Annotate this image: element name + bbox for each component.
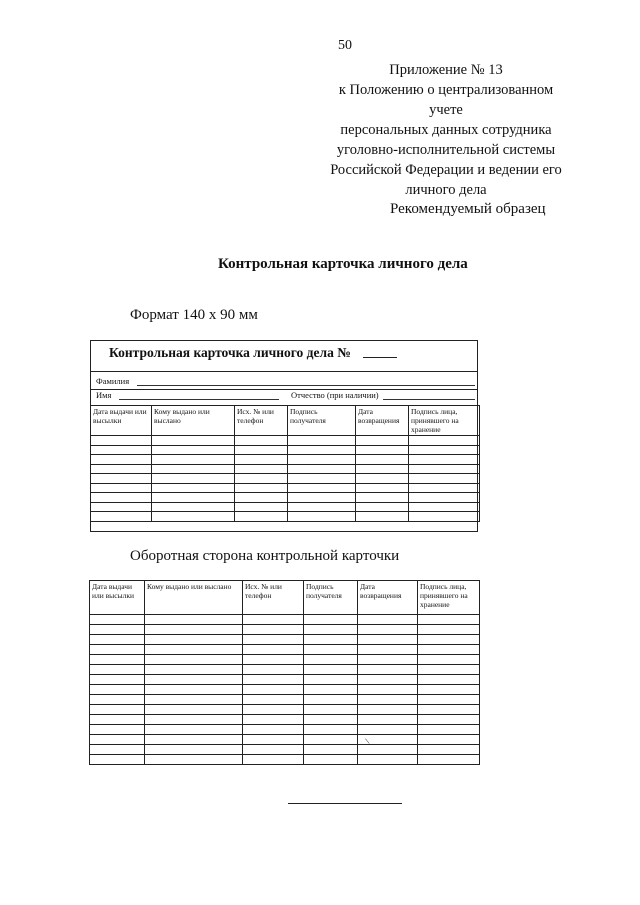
table-cell	[243, 655, 304, 665]
table-cell	[145, 615, 243, 625]
appendix-line: личного дела	[405, 182, 487, 198]
table-cell	[243, 755, 304, 765]
table-cell	[90, 735, 145, 745]
table-cell	[356, 512, 409, 522]
table-cell	[409, 464, 480, 474]
table-cell	[152, 493, 235, 503]
table-cell	[90, 635, 145, 645]
card-back-table	[89, 580, 480, 765]
table-cell	[145, 625, 243, 635]
table-cell	[304, 625, 358, 635]
table-cell	[152, 445, 235, 455]
table-cell	[145, 675, 243, 685]
table-cell	[304, 675, 358, 685]
table-row	[91, 445, 480, 455]
table-cell	[356, 483, 409, 493]
table-row	[91, 502, 480, 512]
table-cell	[418, 725, 480, 735]
table-cell	[152, 436, 235, 446]
appendix-line: к Положению о централизованном учете	[338, 82, 554, 118]
patronymic-field	[383, 399, 475, 400]
table-cell	[145, 655, 243, 665]
table-cell	[304, 745, 358, 755]
table-row	[91, 483, 480, 493]
table-cell	[145, 705, 243, 715]
table-cell	[90, 615, 145, 625]
table-cell	[91, 474, 152, 484]
table-cell	[304, 755, 358, 765]
table-cell	[145, 645, 243, 655]
table-cell	[409, 436, 480, 446]
table-cell	[304, 695, 358, 705]
column-header: Подпись лица, принявшего на хранение	[409, 406, 480, 436]
table-cell	[145, 755, 243, 765]
table-cell	[409, 474, 480, 484]
table-cell	[304, 665, 358, 675]
table-cell	[243, 665, 304, 675]
table-cell	[304, 715, 358, 725]
table-cell	[304, 685, 358, 695]
table-cell	[418, 695, 480, 705]
column-header: Исх. № или телефон	[235, 406, 288, 436]
table-row	[91, 455, 480, 465]
table-cell	[288, 502, 356, 512]
table-cell	[243, 685, 304, 695]
column-header: Дата выдачи или высылки	[91, 406, 152, 436]
table-cell	[145, 695, 243, 705]
table-row	[90, 615, 480, 625]
table-row	[90, 705, 480, 715]
table-cell	[304, 615, 358, 625]
table-row	[90, 725, 480, 735]
table-cell	[145, 725, 243, 735]
patronymic-label: Отчество (при наличии)	[291, 390, 379, 400]
column-header: Кому выдано или выслано	[145, 581, 243, 615]
table-cell	[243, 625, 304, 635]
table-cell	[235, 493, 288, 503]
table-cell	[418, 675, 480, 685]
table-row	[90, 695, 480, 705]
table-cell	[418, 705, 480, 715]
table-cell	[356, 464, 409, 474]
table-cell	[243, 675, 304, 685]
table-cell	[235, 464, 288, 474]
table-cell	[90, 745, 145, 755]
table-cell	[235, 474, 288, 484]
table-row	[91, 493, 480, 503]
card-number-blank	[363, 357, 397, 358]
table-cell	[409, 483, 480, 493]
table-row	[90, 735, 480, 745]
table-cell	[409, 512, 480, 522]
table-cell	[235, 436, 288, 446]
table-cell	[91, 502, 152, 512]
table-row	[90, 625, 480, 635]
closing-line	[288, 803, 402, 804]
table-cell	[90, 645, 145, 655]
table-cell	[409, 445, 480, 455]
table-cell	[243, 715, 304, 725]
card-divider	[91, 371, 477, 372]
table-row	[90, 635, 480, 645]
name-field	[119, 399, 279, 400]
table-cell	[288, 436, 356, 446]
table-cell	[304, 655, 358, 665]
table-cell	[91, 455, 152, 465]
table-cell	[356, 493, 409, 503]
column-header: Кому выдано или выслано	[152, 406, 235, 436]
card-divider	[91, 389, 477, 390]
format-label: Формат 140 х 90 мм	[130, 307, 258, 323]
table-cell	[288, 483, 356, 493]
appendix-line: персональных данных сотрудника	[340, 122, 552, 138]
table-cell	[418, 715, 480, 725]
table-cell	[304, 705, 358, 715]
table-cell	[243, 705, 304, 715]
table-row	[90, 675, 480, 685]
table-cell	[358, 615, 418, 625]
table-cell	[90, 655, 145, 665]
table-cell	[90, 675, 145, 685]
table-row	[91, 464, 480, 474]
page-number: 50	[338, 38, 352, 53]
appendix-line: уголовно-исполнительной системы	[336, 142, 556, 158]
table-cell	[91, 512, 152, 522]
appendix-line: Российской Федерации и ведении его	[330, 162, 562, 178]
table-cell	[91, 445, 152, 455]
column-header: Исх. № или телефон	[243, 581, 304, 615]
table-cell	[288, 464, 356, 474]
table-cell	[235, 455, 288, 465]
table-cell	[90, 685, 145, 695]
table-cell	[288, 474, 356, 484]
card-front	[90, 340, 478, 532]
table-cell	[409, 502, 480, 512]
table-cell	[90, 755, 145, 765]
table-cell	[418, 665, 480, 675]
table-cell	[418, 615, 480, 625]
table-cell	[90, 715, 145, 725]
table-cell	[304, 635, 358, 645]
table-cell	[409, 493, 480, 503]
table-row	[90, 645, 480, 655]
table-cell	[304, 725, 358, 735]
table-cell	[358, 665, 418, 675]
table-row	[90, 665, 480, 675]
table-cell	[358, 675, 418, 685]
table-cell	[418, 645, 480, 655]
table-cell	[145, 635, 243, 645]
table-row	[90, 755, 480, 765]
table-cell	[418, 755, 480, 765]
table-cell	[90, 725, 145, 735]
table-row	[91, 436, 480, 446]
column-header: Дата выдачи или высылки	[90, 581, 145, 615]
table-cell	[358, 745, 418, 755]
table-cell	[409, 455, 480, 465]
table-cell	[356, 455, 409, 465]
column-header: Подпись получателя	[288, 406, 356, 436]
card-front-table	[90, 405, 480, 522]
table-cell	[358, 655, 418, 665]
table-cell	[152, 455, 235, 465]
table-cell	[304, 645, 358, 655]
recommended-label: Рекомендуемый образец	[390, 201, 546, 217]
table-cell	[358, 705, 418, 715]
table-cell	[304, 735, 358, 745]
table-cell	[358, 635, 418, 645]
table-cell	[243, 635, 304, 645]
table-cell	[288, 493, 356, 503]
table-row	[90, 655, 480, 665]
table-cell	[91, 464, 152, 474]
table-cell	[243, 615, 304, 625]
table-cell	[418, 735, 480, 745]
table-cell	[145, 715, 243, 725]
table-cell	[152, 483, 235, 493]
table-cell	[90, 695, 145, 705]
table-cell	[358, 625, 418, 635]
table-cell	[243, 725, 304, 735]
table-cell	[418, 625, 480, 635]
table-cell	[418, 685, 480, 695]
name-label: Имя	[96, 390, 112, 400]
table-cell	[243, 745, 304, 755]
pen-mark: \	[364, 735, 371, 747]
table-cell	[356, 436, 409, 446]
table-cell	[235, 512, 288, 522]
table-cell	[288, 512, 356, 522]
table-cell	[243, 645, 304, 655]
table-row	[91, 474, 480, 484]
table-cell	[235, 445, 288, 455]
table-cell	[358, 755, 418, 765]
table-cell	[145, 745, 243, 755]
table-row	[90, 715, 480, 725]
table-cell	[356, 502, 409, 512]
appendix-header	[330, 60, 562, 200]
table-cell	[152, 502, 235, 512]
column-header: Дата возвращения	[358, 581, 418, 615]
document-title: Контрольная карточка личного дела	[218, 256, 468, 272]
column-header: Дата возвращения	[356, 406, 409, 436]
table-cell	[152, 512, 235, 522]
table-cell	[91, 483, 152, 493]
table-cell	[90, 705, 145, 715]
table-cell	[358, 695, 418, 705]
surname-label: Фамилия	[96, 376, 130, 386]
table-cell	[91, 436, 152, 446]
table-cell	[145, 735, 243, 745]
table-cell	[418, 655, 480, 665]
table-cell	[358, 645, 418, 655]
table-cell	[235, 483, 288, 493]
column-header: Подпись получателя	[304, 581, 358, 615]
table-cell	[152, 474, 235, 484]
reverse-side-title: Оборотная сторона контрольной карточки	[130, 548, 400, 564]
table-cell	[358, 715, 418, 725]
column-header: Подпись лица, принявшего на хранение	[418, 581, 480, 615]
table-cell	[358, 685, 418, 695]
table-cell	[145, 685, 243, 695]
table-cell	[243, 735, 304, 745]
table-cell	[418, 635, 480, 645]
table-cell	[90, 665, 145, 675]
table-row	[90, 685, 480, 695]
surname-field	[137, 385, 475, 386]
table-row	[91, 512, 480, 522]
table-cell	[152, 464, 235, 474]
appendix-line: Приложение № 13	[389, 62, 503, 78]
card-title: Контрольная карточка личного дела №	[109, 345, 351, 360]
table-cell	[358, 725, 418, 735]
table-cell	[90, 625, 145, 635]
table-cell	[145, 665, 243, 675]
table-row	[90, 745, 480, 755]
table-cell	[418, 745, 480, 755]
table-cell	[288, 445, 356, 455]
table-cell	[288, 455, 356, 465]
table-cell	[356, 445, 409, 455]
table-cell	[91, 493, 152, 503]
table-cell	[356, 474, 409, 484]
table-cell	[235, 502, 288, 512]
table-cell	[243, 695, 304, 705]
